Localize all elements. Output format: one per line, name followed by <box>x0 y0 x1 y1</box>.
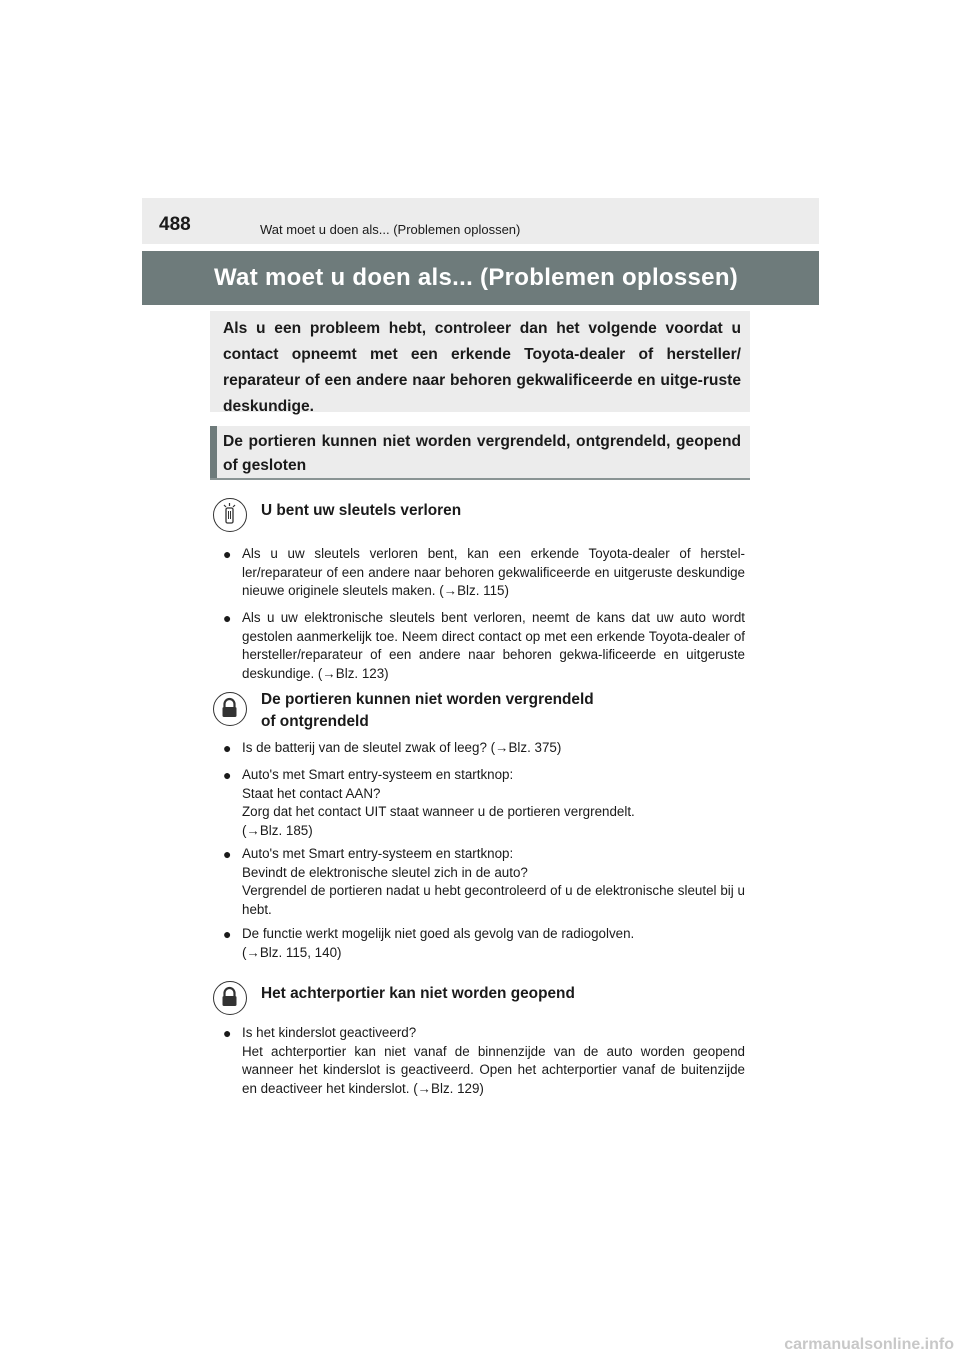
list-item-text: Auto's met Smart entry-systeem en startknop: Bevindt de elektronische sleutel zich in de auto? Vergrendel de portieren nadat u hebt gecontroleerd of u de elektronische sleutel bij u hebt. <box>242 846 745 917</box>
list-item-text: Is het kinderslot geactiveerd? Het achterportier kan niet vanaf de binnenzijde van de auto worden geopend wanneer het kinderslot is geactiveerd. Open het achterportier vanaf de buitenzijde en deactiveer het kinderslot. (→Blz. 129) <box>242 1025 745 1096</box>
bullet-icon: ● <box>223 610 232 626</box>
list-item <box>223 739 745 758</box>
bullet-icon: ● <box>223 846 232 862</box>
bullet-icon: ● <box>223 546 232 562</box>
bullet-icon: ● <box>223 767 232 783</box>
padlock-icon <box>213 981 247 1015</box>
list-item-text: Auto's met Smart entry-systeem en startknop: Staat het contact AAN? Zorg dat het contact UIT staat wanneer u de portieren vergrendelt. (→Blz. 185) <box>242 767 635 838</box>
list-item <box>223 1024 745 1098</box>
list-item-text: Als u uw elektronische sleutels bent verloren, neemt de kans dat uw auto wordt gestolen aanmerkelijk toe. Neem direct contact op met een erkende Toyota-dealer of hersteller/reparateur of een andere naar behoren gekwa-lificeerde en uitgeruste deskundige. (→Blz. 123) <box>242 610 745 681</box>
list-item-text: Als u uw sleutels verloren bent, kan een erkende Toyota-dealer of herstel-ler/reparateur of een andere naar behoren gekwalificeerde en uitgeruste deskundige nieuwe originele sleutels maken. (→Blz. 115) <box>242 546 745 598</box>
running-title: Wat moet u doen als... (Problemen oplossen) <box>260 222 521 237</box>
bullet-icon: ● <box>223 1025 232 1041</box>
list-item <box>223 545 745 601</box>
page-title: Wat moet u doen als... (Problemen oplossen) <box>214 264 739 291</box>
subsection-heading-lost-keys: U bent uw sleutels verloren <box>261 502 462 519</box>
list-item <box>223 925 745 962</box>
intro-text: Als u een probleem hebt, controleer dan het volgende voordat u contact opneemt met een erkende Toyota-dealer of hersteller/ reparateur of een andere naar behoren gekwalificeerde en uitge-ruste deskundige. <box>223 320 741 415</box>
list-item <box>223 766 745 840</box>
page-number: 488 <box>159 214 191 235</box>
bullet-icon: ● <box>223 926 232 942</box>
watermark: carmanualsonline.info <box>784 1336 954 1353</box>
key-icon <box>213 498 247 532</box>
list-item <box>223 845 745 919</box>
subsection-heading-lock-unlock: De portieren kunnen niet worden vergrendeld of ontgrendeld <box>261 691 594 730</box>
header-bar <box>142 198 819 244</box>
bullet-icon: ● <box>223 740 232 756</box>
section-accent-bar <box>210 426 217 478</box>
list-item-text: Is de batterij van de sleutel zwak of leeg? (→Blz. 375) <box>242 740 562 755</box>
padlock-icon <box>213 692 247 726</box>
list-item <box>223 609 745 683</box>
subsection-heading-rear-door: Het achterportier kan niet worden geopend <box>261 985 575 1002</box>
section-heading: De portieren kunnen niet worden vergrendeld, ontgrendeld, geopend of gesloten <box>223 433 741 474</box>
list-item-text: De functie werkt mogelijk niet goed als gevolg van de radiogolven. (→Blz. 115, 140) <box>242 926 635 960</box>
